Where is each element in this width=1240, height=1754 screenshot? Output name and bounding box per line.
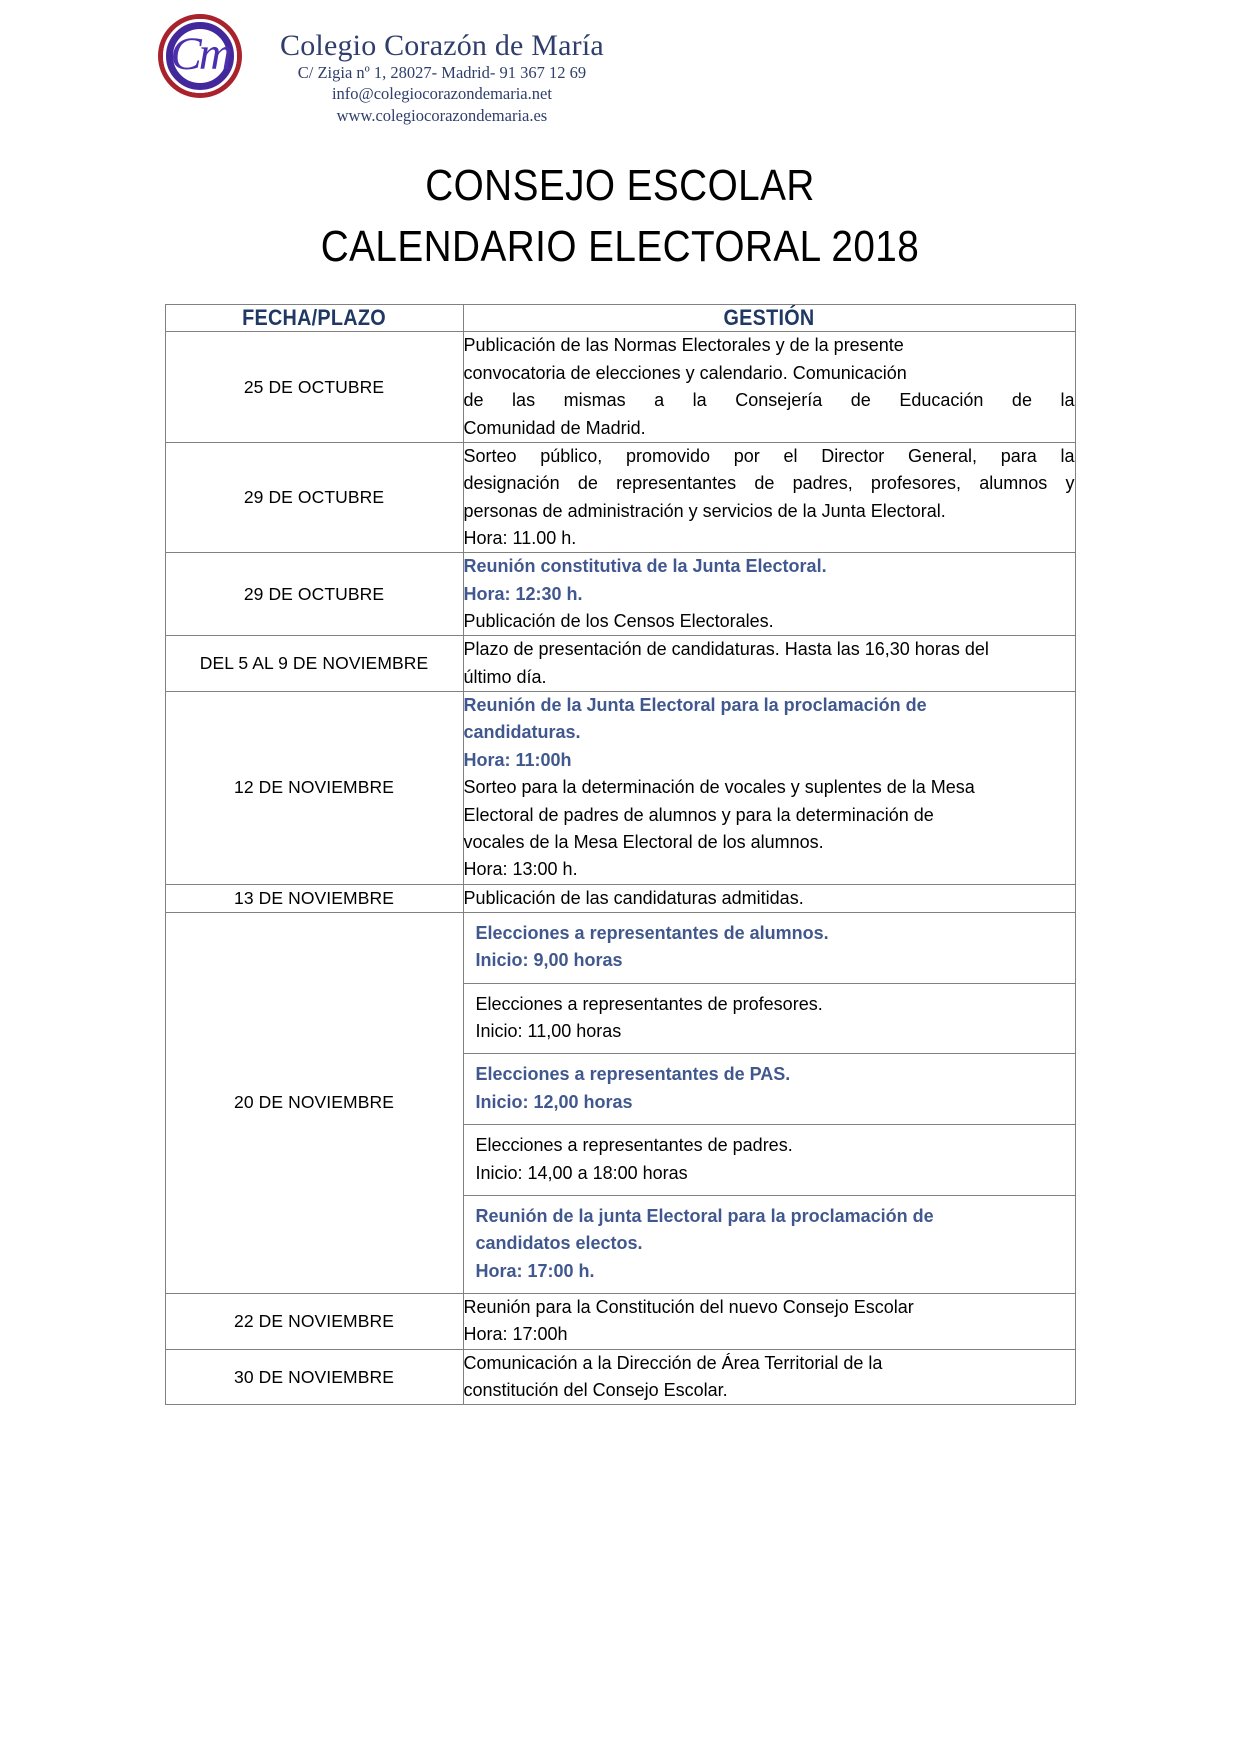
crest-monogram-text: Cm [170,27,230,80]
management-subrow [464,1196,1075,1293]
management-subrow-group [464,913,1075,1293]
management-text-line: Elecciones a representantes de PAS. [475,1064,791,1085]
management-text-line: Publicación de las candidaturas admitidas. [463,887,804,908]
date-cell: 13 DE NOVIEMBRE [165,884,463,912]
management-text-line: Hora: 17:00 h. [475,1260,595,1281]
management-text-line: Hora: 11:00h [463,749,572,770]
management-text-line: Sorteo público, promovido por el Director General, para la [463,445,1075,466]
school-website: www.colegiocorazondemaria.es [336,106,548,126]
management-text-line: Inicio: 11,00 horas [475,1021,622,1042]
management-text-line: último día. [463,666,547,687]
table-row [165,1349,1075,1405]
management-text-line: Elecciones a representantes de profesores. [475,993,823,1014]
management-cell [463,442,1075,552]
management-subrow [464,984,1075,1055]
school-contact-block [280,14,604,127]
management-text-line: designación de representantes de padres, profesores, alumnos y [463,473,1075,494]
management-text-line: Comunidad de Madrid. [463,417,646,438]
management-text-line: Reunión para la Constitución del nuevo Consejo Escolar [463,1296,914,1317]
management-text-line: Reunión de la Junta Electoral para la proclamación de [463,695,927,716]
management-text-line: de las mismas a la Consejería de Educación de la [463,390,1075,411]
letterhead [0,0,1240,132]
management-cell [463,1349,1075,1405]
management-text-line: constitución del Consejo Escolar. [463,1380,728,1401]
date-cell: 22 DE NOVIEMBRE [165,1293,463,1349]
management-text-line: Inicio: 9,00 horas [475,950,623,971]
column-header-date: FECHA/PLAZO [180,305,448,332]
management-cell [463,332,1075,442]
management-text-line: convocatoria de elecciones y calendario. Comunicación [463,362,907,383]
management-cell [463,884,1075,912]
table-row [165,332,1075,442]
table-row [165,884,1075,912]
date-cell: 12 DE NOVIEMBRE [165,692,463,885]
school-email: info@colegiocorazondemaria.net [331,84,552,104]
table-row [165,636,1075,692]
management-text-line: Comunicación a la Dirección de Área Territorial de la [463,1352,883,1373]
date-cell: 30 DE NOVIEMBRE [165,1349,463,1405]
management-subrow [464,913,1075,984]
management-text-line: Hora: 12:30 h. [463,583,583,604]
management-cell [463,553,1075,636]
management-text-line: Publicación de los Censos Electorales. [463,611,774,632]
table-body [165,332,1075,1405]
table-row [165,912,1075,1293]
school-address: C/ Zigia nº 1, 28027- Madrid- 91 367 12 69 [297,62,587,82]
school-logo-wrap [140,14,260,98]
management-cell [463,1293,1075,1349]
management-text-line: Sorteo para la determinación de vocales y suplentes de la Mesa [463,777,975,798]
date-cell: 29 DE OCTUBRE [165,442,463,552]
management-text-line: Reunión constitutiva de la Junta Electoral. [463,556,827,577]
date-cell: DEL 5 AL 9 DE NOVIEMBRE [165,636,463,692]
electoral-calendar-table [165,304,1076,1405]
table-row [165,442,1075,552]
table-row [165,692,1075,885]
date-cell: 20 DE NOVIEMBRE [165,912,463,1293]
management-text-line: Electoral de padres de alumnos y para la determinación de [463,804,934,825]
management-cell [463,692,1075,885]
management-cell [463,912,1075,1293]
management-text-line: Elecciones a representantes de alumnos. [475,922,829,943]
management-cell [463,636,1075,692]
table-header-row [165,305,1075,332]
management-text-line: candidatos electos. [475,1233,643,1254]
column-header-management: GESTIÓN [494,305,1045,332]
page-title-line-2: CALENDARIO ELECTORAL 2018 [320,221,920,271]
table-row [165,553,1075,636]
date-cell: 25 DE OCTUBRE [165,332,463,442]
management-text-line: personas de administración y servicios de la Junta Electoral. [463,500,946,521]
management-text-line: Inicio: 14,00 a 18:00 horas [475,1162,688,1183]
management-text-line: Hora: 17:00h [463,1324,568,1345]
management-text-line: Hora: 13:00 h. [463,859,578,880]
management-text-line: vocales de la Mesa Electoral de los alumnos. [463,831,824,852]
management-text-line: Elecciones a representantes de padres. [475,1135,793,1156]
management-text-line: candidaturas. [463,722,581,743]
school-crest-icon [158,14,242,98]
date-cell: 29 DE OCTUBRE [165,553,463,636]
page-title [74,156,1165,277]
management-text-line: Inicio: 12,00 horas [475,1091,633,1112]
school-name: Colegio Corazón de María [280,29,604,62]
management-subrow [464,1054,1075,1125]
management-text-line: Publicación de las Normas Electorales y de la presente [463,335,904,356]
management-text-line: Reunión de la junta Electoral para la proclamación de [475,1205,934,1226]
management-text-line: Plazo de presentación de candidaturas. Hasta las 16,30 horas del [463,639,989,660]
page-title-line-1: CONSEJO ESCOLAR [425,161,815,210]
management-text-line: Hora: 11.00 h. [463,527,577,548]
table-row [165,1293,1075,1349]
management-subrow [464,1125,1075,1196]
